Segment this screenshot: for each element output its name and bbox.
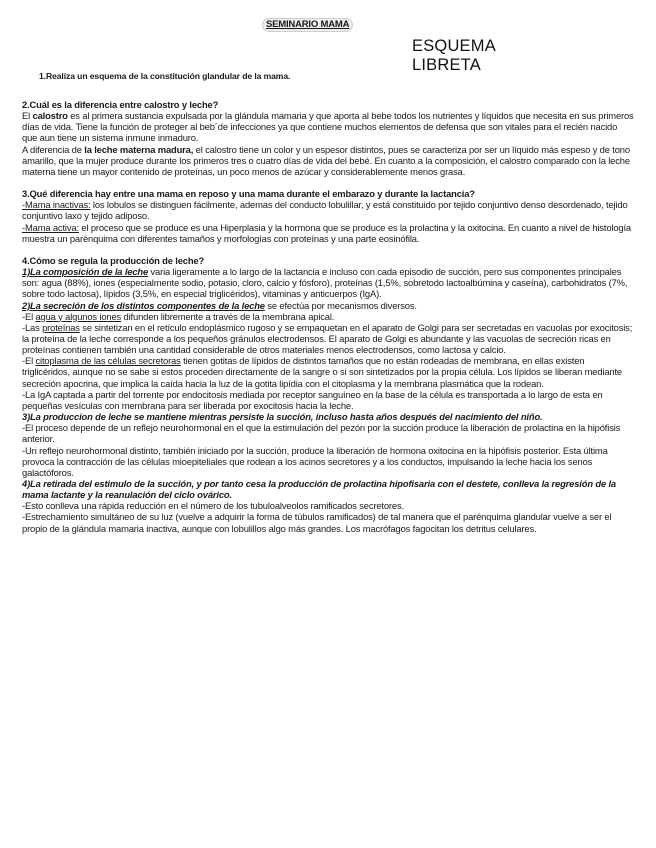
- text: tienen gotitas de lípidos de distintos tamaños que no están rodeadas de membrana, en ellas existen triglicéridos, aunque no se sabe si estos proceden directamente de la sangre o si son sintetizados por la propia célula. Los lípidos se liberan mediante secreción apocrina, que implica la caída hacia la luz de la gotita lipídia con el citoplasma y la membrana plasmática que la rodean.: [22, 355, 622, 389]
- question-2-heading: 2.Cuál es la diferencia entre calostro y leche?: [22, 99, 219, 110]
- question-1: 1.Realiza un esquema de la constitución glandular de la mama.: [39, 71, 291, 81]
- underlined-term: proteínas: [42, 321, 80, 333]
- underlined-term: -Mama inactivas:: [22, 199, 91, 211]
- underlined-term: -Mama activa:: [22, 221, 79, 233]
- section-heading: 2)La secreción de los distintos componentes de la leche: [22, 299, 265, 311]
- text: se efectúa por mecanismos diversos.: [264, 299, 417, 311]
- text: -El: [22, 355, 36, 367]
- section-3-heading: 3)La produccion de leche se mantiene mientras persiste la succión, incluso hasta años después del nacimiento del niño.: [22, 411, 543, 423]
- bold-term: calostro: [32, 110, 68, 122]
- list-item: [22, 311, 634, 322]
- question-2-paragraph-1: [22, 110, 634, 143]
- text: El: [22, 110, 33, 122]
- text: el proceso que se produce es una Hiperplasia y la hormona que se produce es la prolactina y la oxitocina. En cuanto a nivel de histología muestra un parénquima con diferentes tamaños y morfologías con proteínas y una parte eosinófila.: [22, 221, 631, 244]
- text: difunden libremente a través de la membrana apical.: [121, 310, 335, 322]
- list-item: -El proceso depende de un reflejo neurohormonal en el que la estimulación del pezón por la succión produce la liberación de prolactina en la hipófisis anterior.: [22, 422, 621, 445]
- text: A diferencia de: [22, 143, 85, 155]
- section-heading: 1)La composición de la leche: [22, 266, 149, 278]
- question-3-paragraph-1: [22, 199, 634, 221]
- question-3-heading: 3.Qué diferencia hay entre una mama en reposo y una mama durante el embarazo y durante la lactancia?: [22, 188, 475, 200]
- side-note-line-1: ESQUEMA: [412, 37, 496, 55]
- underlined-term: agua y algunos iones: [35, 310, 122, 322]
- text: -Las: [22, 321, 43, 333]
- document-title: SEMINARIO MAMA: [262, 18, 353, 32]
- list-item: -Un reflejo neurohormonal distinto, también iniciado por la succión, produce la liberación de hormona oxitocina en la hipófisis posterior. Esta última provoca la contracción de las células mioepiteliales que rodean a los acinos secretores y a los conductos, impulsando la leche hacia los senos galactóforos.: [22, 444, 608, 478]
- section-1: [22, 266, 634, 299]
- section-2: [22, 300, 634, 311]
- question-2-paragraph-2: [22, 144, 634, 177]
- list-item: [22, 355, 634, 388]
- document-body: [22, 99, 634, 534]
- text: -El: [22, 310, 36, 322]
- side-note-line-2: LIBRETA: [412, 56, 481, 74]
- text: es al primera sustancia expulsada por la glándula mamaria y que aporta al bebe todos los nutrientes y líquidos que necesita en sus primeros días de vida. Tiene la función de proteger al beb´de infecciones ya que contiene muchos elementos de defensa que son vitales para el recién nacido que aun tiene un sistema inmune inmaduro.: [22, 110, 634, 144]
- text: se sintetizan en el retículo endoplásmico rugoso y se empaquetan en el aparato de Golgi para ser secretadas en vacuolas por exocitosis; la proteína de la leche corresponde a los pequeños gránulos electrodensos. El aparato de Golgi es abundante y las vacuolas de secreción ricas en proteínas contienen también una cantidad considerable de otros materiales menos electrodensos, como lactosa y calcio.: [22, 321, 633, 356]
- list-item: [22, 322, 634, 355]
- bold-term: la leche materna madura,: [84, 143, 194, 155]
- section-4-heading: 4)La retirada del estimulo de la succión, y por tanto cesa la producción de prolactina hipofisaria con el destete, conlleva la regresión de la mama lactante y la reanulación del ciclo ovárico.: [22, 478, 616, 501]
- question-4-heading: 4.Cómo se regula la producción de leche?: [22, 254, 205, 266]
- text: el calostro tiene un color y un espesor distintos, pues se caracteriza por ser un líquido más espeso y de tono amarillo, que la mujer produce durante los primeros tres o cuatro días de vida del bebé. En cuanto a la composición, el calostro comparado con la leche materna tiene un mayor contenido de proteínas, un poco menos de azúcar y considerablemente menos grasa.: [22, 143, 630, 177]
- text: los lobulos se distinguen fácilmente, ademas del conducto lobulillar, y está constituido por tejido conjuntivo denso desordenado, tejido conjuntivo laxo y tejido adiposo.: [22, 199, 628, 222]
- underlined-term: citoplasma de las células secretoras: [35, 355, 181, 367]
- text: varia ligeramente a lo largo de la lactancia e incluso con cada episodio de succión, pero sus componentes principales son: agua (88%), iones (especialmente sodio, potasio, cloro, calcio y fósforo), proteínas (1,5%, sobretodo lactoalbúmina y caseína), carbohidratos (7%, sobre todo lactosa), lípidos (3,5%, en especial triglicéridos), vitaminas y anticuerpos (IgA).: [22, 266, 628, 300]
- side-note: [412, 37, 496, 75]
- list-item: -La IgA captada a partir del torrente por endocitosis mediada por receptor sanguíneo en la base de la célula es transportada a lo largo de esta en pequeñas vesículas con membrana para ser liberada por exocitosis hacia la leche.: [22, 388, 603, 411]
- question-3-paragraph-2: [22, 222, 634, 244]
- list-item: -Estrechamiento simultáneo de su luz (vuelve a adquirir la forma de túbulos ramificados) de tal manera que el parénquima glandular vuelve a ser el propio de la glándula mamaria inactiva, aunque con lobulillos algo más grandes. Los macrófagos fagocitan los detritus celulares.: [22, 511, 612, 534]
- list-item: -Esto conlleva una rápida reducción en el número de los tubuloalveolos ramificados secretores.: [22, 500, 404, 512]
